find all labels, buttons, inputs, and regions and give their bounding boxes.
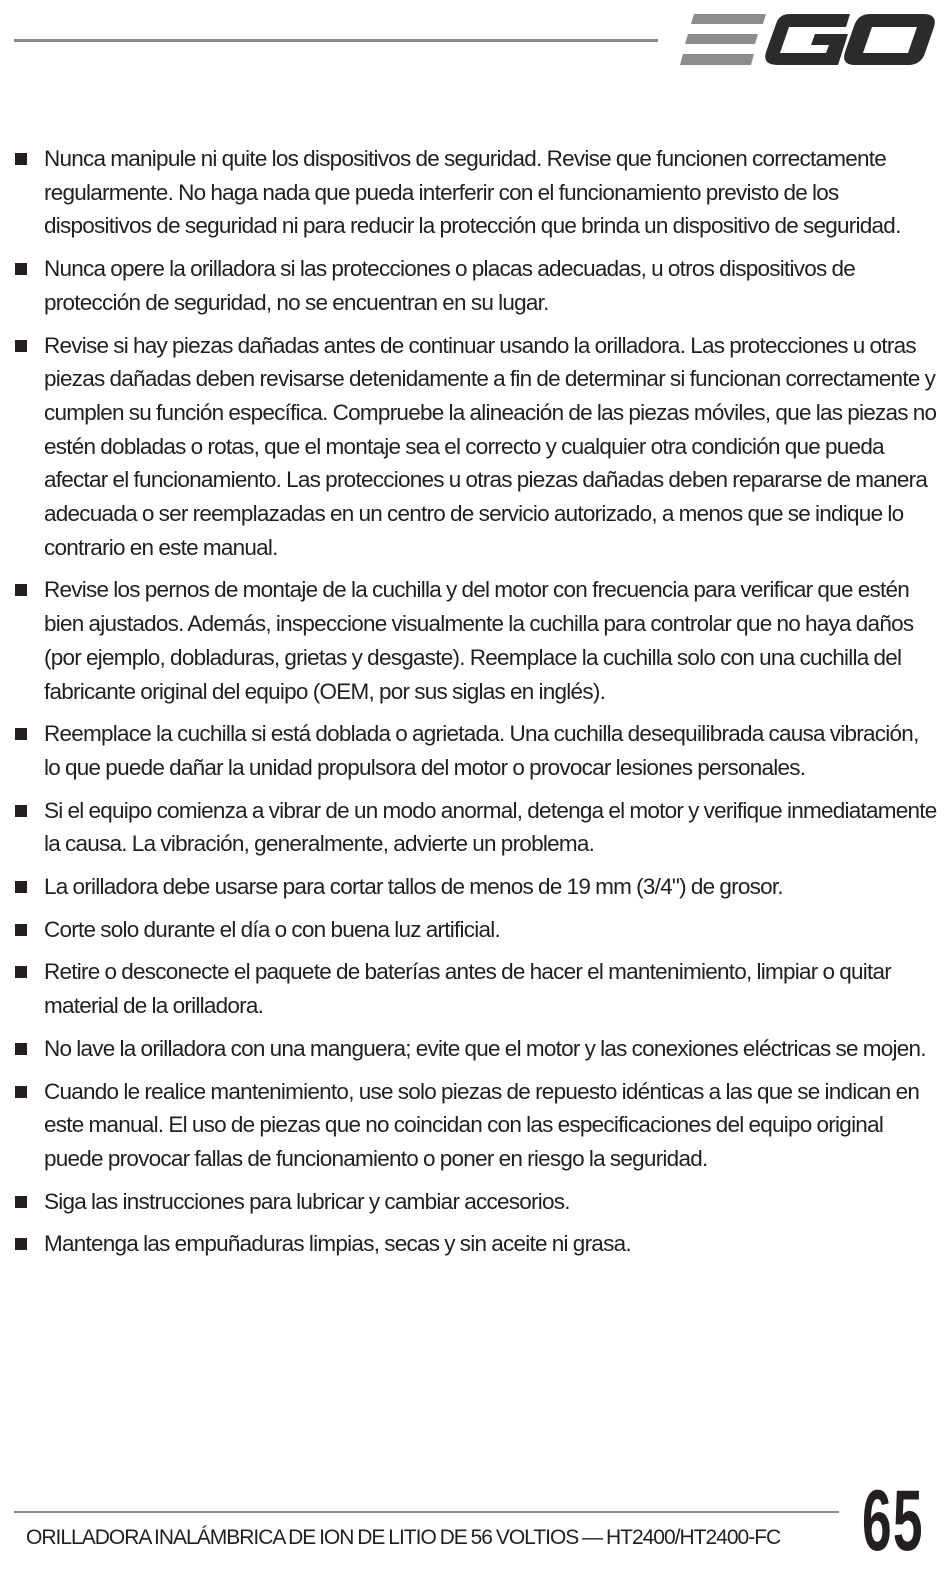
list-item: Revise si hay piezas dañadas antes de continuar usando la orilladora. Las protecciones u otras piezas dañadas deben revisarse detenidamente a fin de determinar si funcionan correctamente y cumplen su función específica. Compruebe la alineación de las piezas móviles, que las piezas no estén dobladas o rotas, que el montaje sea el correcto y cualquier otra condición que pueda afectar el funcionamiento. Las protecciones u otras piezas dañadas deben repararse de manera adecuada o ser reemplazadas en un centro de servicio autorizado, a menos que se indique lo contrario en este manual. [14, 329, 939, 565]
list-item: Si el equipo comienza a vibrar de un modo anormal, detenga el motor y verifique inmediatamente la causa. La vibración, generalmente, advierte un problema. [14, 794, 939, 861]
list-item: Siga las instrucciones para lubricar y cambiar accesorios. [14, 1185, 939, 1219]
list-item: Cuando le realice mantenimiento, use solo piezas de repuesto idénticas a las que se indican en este manual. El uso de piezas que no coincidan con las especificaciones del equipo original puede provocar fallas de funcionamiento o poner en riesgo la seguridad. [14, 1075, 939, 1176]
page-number: 65 [862, 1473, 924, 1569]
list-item: Corte solo durante el día o con buena luz artificial. [14, 913, 939, 947]
safety-bullet-list [14, 142, 939, 1270]
list-item: No lave la orilladora con una manguera; evite que el motor y las conexiones eléctricas se mojen. [14, 1032, 939, 1066]
list-item: La orilladora debe usarse para cortar tallos de menos de 19 mm (3/4") de grosor. [14, 870, 939, 904]
list-item: Retire o desconecte el paquete de baterías antes de hacer el mantenimiento, limpiar o quitar material de la orilladora. [14, 955, 939, 1022]
footer-divider [14, 1511, 839, 1513]
header-divider [14, 39, 658, 42]
list-item: Reemplace la cuchilla si está doblada o agrietada. Una cuchilla desequilibrada causa vibración, lo que puede dañar la unidad propulsora del motor o provocar lesiones personales. [14, 717, 939, 784]
list-item: Revise los pernos de montaje de la cuchilla y del motor con frecuencia para verificar que estén bien ajustados. Además, inspeccione visualmente la cuchilla para controlar que no haya daños (por ejemplo, dobladuras, grietas y desgaste). Reemplace la cuchilla solo con una cuchilla del fabricante original del equipo (OEM, por sus siglas en inglés). [14, 573, 939, 708]
list-item: Mantenga las empuñaduras limpias, secas y sin aceite ni grasa. [14, 1227, 939, 1261]
list-item: Nunca opere la orilladora si las protecciones o placas adecuadas, u otros dispositivos de protección de seguridad, no se encuentran en su lugar. [14, 252, 939, 319]
footer-product-title: ORILLADORA INALÁMBRICA DE ION DE LITIO DE 56 VOLTIOS — HT2400/HT2400-FC [26, 1526, 781, 1549]
ego-logo-icon [680, 12, 936, 68]
list-item: Nunca manipule ni quite los dispositivos de seguridad. Revise que funcionen correctamente regularmente. No haga nada que pueda interferir con el funcionamiento previsto de los dispositivos de seguridad ni para reducir la protección que brinda un dispositivo de seguridad. [14, 142, 939, 243]
